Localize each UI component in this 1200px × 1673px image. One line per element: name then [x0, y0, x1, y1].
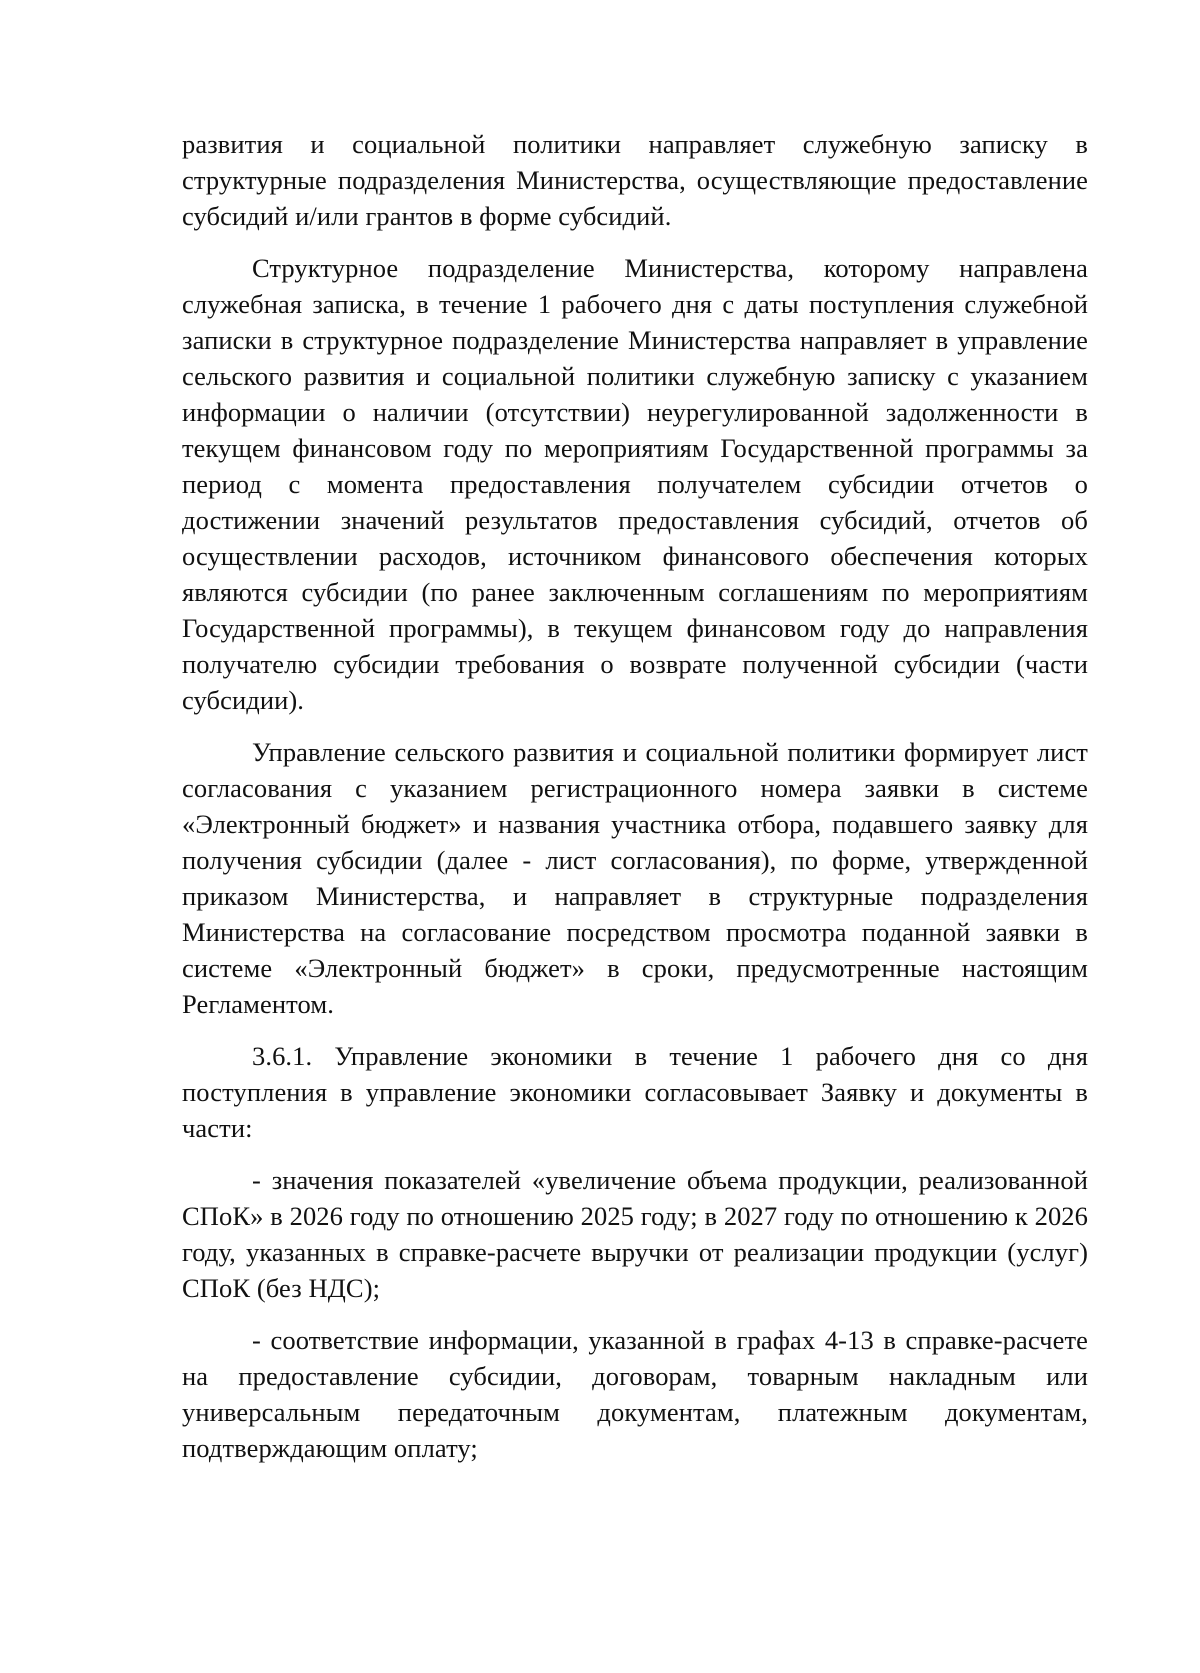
paragraph-indicator-values: - значения показателей «увеличение объема продукции, реализованной СПоК» в 2026 году по отношению 2025 году; в 2027 году по отношению к 2026 году, указанных в справке-расчете выручки от реализации продукции (услуг) СПоК (без НДС);	[182, 1165, 1088, 1303]
document-body	[182, 126, 1088, 1482]
paragraph-approval-sheet: Управление сельского развития и социальной политики формирует лист согласования с указанием регистрационного номера заявки в системе «Электронный бюджет» и названия участника отбора, подавшего заявку для получения субсидии (далее - лист согласования), по форме, утвержденной приказом Министерства, и направляет в структурные подразделения Министерства на согласование посредством просмотра поданной заявки в системе «Электронный бюджет» в сроки, предусмотренные настоящим Регламентом.	[182, 737, 1088, 1019]
paragraph-structural-unit-memo: Структурное подразделение Министерства, которому направлена служебная записка, в течение 1 рабочего дня с даты поступления служебной записки в структурное подразделение Министерства направляет в управление сельского развития и социальной политики служебную записку с указанием информации о наличии (отсутствии) неурегулированной задолженности в текущем финансовом году по мероприятиям Государственной программы за период с момента предоставления получателем субсидии отчетов о достижении значений результатов предоставления субсидий, отчетов об осуществлении расходов, источником финансового обеспечения которых являются субсидии (по ранее заключенным соглашениям по мероприятиям Государственной программы), в текущем финансовом году до направления получателю субсидии требования о возврате полученной субсидии (части субсидии).	[182, 253, 1088, 715]
paragraph-section-3-6-1: 3.6.1. Управление экономики в течение 1 рабочего дня со дня поступления в управление экономики согласовывает Заявку и документы в части:	[182, 1041, 1088, 1143]
paragraph-information-compliance: - соответствие информации, указанной в графах 4-13 в справке-расчете на предоставление субсидии, договорам, товарным накладным или универсальным передаточным документам, платежным документам, подтверждающим оплату;	[182, 1325, 1088, 1463]
paragraph-continuation: развития и социальной политики направляет служебную записку в структурные подразделения Министерства, осуществляющие предоставление субсидий и/или грантов в форме субсидий.	[182, 129, 1088, 231]
